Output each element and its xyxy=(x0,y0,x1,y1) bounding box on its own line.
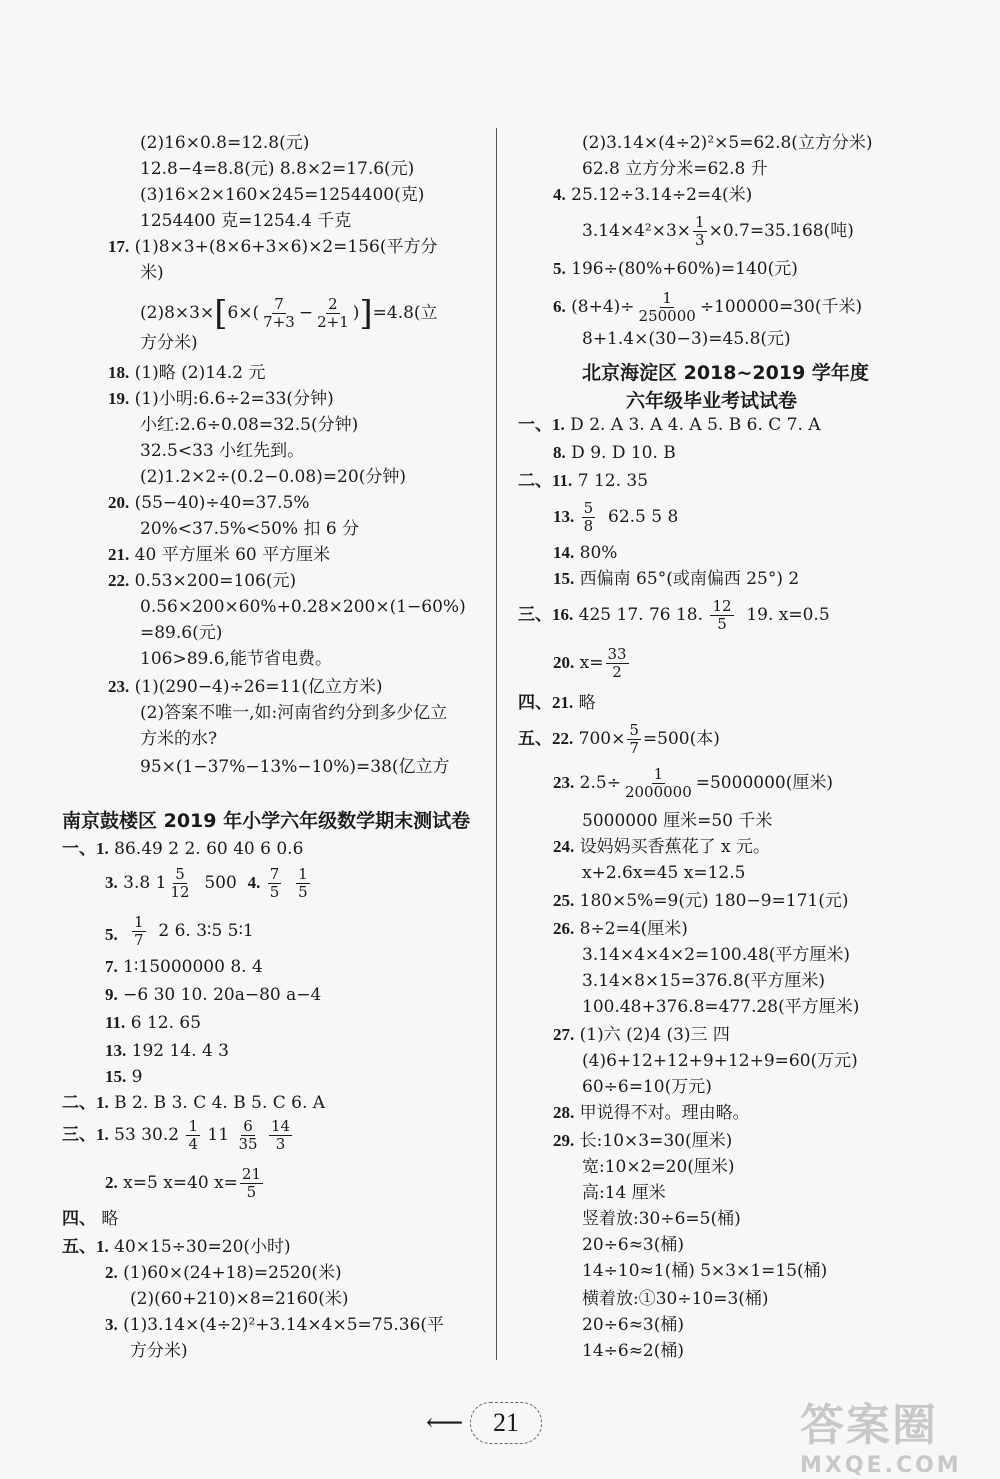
answer-text: (1)六 (2)4 (3)三 四 xyxy=(579,1025,730,1045)
right-line xyxy=(518,470,648,492)
left-line xyxy=(108,676,383,698)
q3-line: 3. 3.8 1 $\frac{5}{12}$ 500 4. $\frac{7}{5}$ $\frac{1}{5}$ xyxy=(105,865,308,901)
right-line xyxy=(582,1288,769,1310)
left-line xyxy=(108,570,296,592)
right-line xyxy=(553,1102,750,1124)
answer-text: 12.8−4=8.8(元) 8.8×2=17.6(元) xyxy=(140,159,415,179)
answer-text: 20÷6≈3(桶) xyxy=(582,1315,685,1335)
answer-text: (1)3.14×(4÷2)²+3.14×4×5=75.36(平 xyxy=(123,1315,445,1335)
left-line xyxy=(62,1092,325,1114)
right-line xyxy=(582,1314,684,1336)
q17-part2-cont: 方分米) xyxy=(140,333,198,353)
question-number: 21. xyxy=(108,545,130,564)
right-line xyxy=(582,996,859,1018)
question-number: 15. xyxy=(105,1067,127,1086)
answer-text: 106>89.6,能节省电费。 xyxy=(140,649,332,669)
q3b-line: 三、1. 53 30.2 $\frac{1}{4}$ 11 $\frac{6}{35}$ $\frac{14}{3}$ xyxy=(62,1117,291,1153)
left-line xyxy=(62,1236,291,1258)
answer-text: (2)(60+210)×8=2160(米) xyxy=(130,1289,349,1309)
question-number: 二、1. xyxy=(62,1093,109,1112)
question-number: 27. xyxy=(553,1025,575,1044)
question-number: 7. xyxy=(105,957,118,976)
question-number: 四、21. xyxy=(518,693,574,712)
right-line xyxy=(553,1024,730,1046)
left-line xyxy=(105,1314,444,1336)
question-number: 19. xyxy=(108,389,130,408)
answer-text: 14÷10≈1(桶) 5×3×1=15(桶) xyxy=(582,1261,828,1281)
answer-text: 14÷6≈2(桶) xyxy=(582,1341,685,1361)
answer-text: 8+1.4×(30−3)=45.8(元) xyxy=(582,329,791,349)
left-line xyxy=(108,492,310,514)
answer-text: 8÷2=4(厘米) xyxy=(579,919,688,939)
answer-text: (2)答案不唯一,如:河南省约分到多少亿立 xyxy=(140,703,448,723)
left-line xyxy=(140,262,164,284)
left-line xyxy=(130,1340,188,1362)
question-number: 一、1. xyxy=(62,839,109,858)
right-line xyxy=(582,862,745,884)
answer-text: 横着放:①30÷10=3(桶) xyxy=(582,1289,769,1309)
answer-text: (55−40)÷40=37.5% xyxy=(134,493,310,513)
answer-text: 略 xyxy=(101,1209,119,1229)
left-line xyxy=(140,466,406,488)
q5-line: $\frac{1}{7}$ 2 6. 3∶5 5∶1 xyxy=(134,913,254,949)
left-line xyxy=(140,518,359,540)
answer-text: 95×(1−37%−13%−10%)=38(亿立方 xyxy=(140,757,450,777)
left-line xyxy=(108,544,330,566)
answer-text: =89.6(元) xyxy=(140,623,223,643)
r-q6-line: 6. (8+4)÷ $\frac{1}{250000}$ ÷100000=30(千米) xyxy=(553,289,863,325)
answer-text: (2)1.2×2÷(0.2−0.08)=20(分钟) xyxy=(140,467,406,487)
right-line xyxy=(582,810,772,832)
left-line xyxy=(140,414,358,436)
answer-text: 86.49 2 2. 60 40 6 0.6 xyxy=(114,839,304,859)
right-line xyxy=(553,1130,732,1152)
right-line xyxy=(553,542,617,564)
answer-text: (4)6+12+12+9+12+9=60(万元) xyxy=(582,1051,858,1071)
q17-part2: (2)8×3×[6×( $\frac{7}{7+3}$ − $\frac{2}{2+1}$ )]=4.8(立 xyxy=(140,293,438,334)
left-line xyxy=(140,728,217,750)
left-line xyxy=(140,132,309,154)
right-line xyxy=(582,1050,858,1072)
right-line xyxy=(582,944,850,966)
right-line xyxy=(553,568,799,590)
r-q23-line: 23. 2.5÷ $\frac{1}{2000000}$ =5000000(厘米) xyxy=(553,765,833,801)
right-line xyxy=(582,1260,827,1282)
question-number: 二、11. xyxy=(518,471,573,490)
left-line xyxy=(62,838,303,860)
question-number: 9. xyxy=(105,985,118,1004)
answer-text: D 2. A 3. A 4. A 5. B 6. C 7. A xyxy=(570,415,821,435)
left-section-title: 南京鼓楼区 2019 年小学六年级数学期末测试卷 xyxy=(62,810,471,832)
question-number: 5. xyxy=(105,925,118,944)
question-number: 11. xyxy=(105,1013,126,1032)
answer-text: 长:10×3=30(厘米) xyxy=(579,1131,733,1151)
answer-text: 西偏南 65°(或南偏西 25°) 2 xyxy=(579,569,800,589)
left-line xyxy=(105,1012,201,1034)
right-line xyxy=(582,158,768,180)
r-q16-line: 三、16. 425 17. 76 18. $\frac{12}{5}$ 19. x=0.5 xyxy=(518,597,830,633)
right-line xyxy=(582,1340,684,1362)
page-number: 21 xyxy=(470,1402,542,1444)
question-number: 五、1. xyxy=(62,1237,109,1256)
left-line xyxy=(105,1262,342,1284)
right-line xyxy=(582,132,873,154)
left-line xyxy=(140,210,351,232)
answer-text: 1∶15000000 8. 4 xyxy=(123,957,263,977)
answer-text: 196÷(80%+60%)=140(元) xyxy=(571,259,798,279)
answer-text: 略 xyxy=(578,693,596,713)
right-line xyxy=(553,836,770,858)
right-line xyxy=(582,1156,735,1178)
right-line xyxy=(582,970,825,992)
answer-text: 40 平方厘米 60 平方厘米 xyxy=(134,545,331,565)
answer-text: 80% xyxy=(579,543,618,563)
answer-text: 20%<37.5%<50% 扣 6 分 xyxy=(140,519,360,539)
answer-text: 9 xyxy=(131,1067,143,1087)
r-q13-line: 13. $\frac{5}{8}$ 62.5 5 8 xyxy=(553,499,679,535)
question-number: 8. xyxy=(553,443,566,462)
left-line xyxy=(130,1288,349,1310)
question-number: 四、 xyxy=(62,1209,96,1228)
answer-text: 1254400 克=1254.4 千克 xyxy=(140,211,352,231)
answer-text: (1)60×(24+18)=2520(米) xyxy=(123,1263,342,1283)
right-line xyxy=(582,1076,712,1098)
right-title-2: 六年级毕业考试试卷 xyxy=(626,390,798,412)
left-line xyxy=(140,440,304,462)
left-line xyxy=(105,1066,142,1088)
right-line xyxy=(582,328,791,350)
right-line xyxy=(553,918,688,940)
question-number: 18. xyxy=(108,363,130,382)
right-line xyxy=(553,258,798,280)
answer-text: 高:14 厘米 xyxy=(582,1183,666,1203)
answer-text: 6 12. 65 xyxy=(130,1013,202,1033)
answer-text: −6 30 10. 20a−80 a−4 xyxy=(123,985,322,1005)
right-line xyxy=(553,890,849,912)
answer-text: 竖着放:30÷6=5(桶) xyxy=(582,1209,741,1229)
question-number: 一、1. xyxy=(518,415,565,434)
question-number: 29. xyxy=(553,1131,575,1150)
left-line xyxy=(108,236,438,258)
answer-text: 3.14×4×4×2=100.48(平方厘米) xyxy=(582,945,851,965)
answer-text: 米) xyxy=(140,263,164,283)
left-line xyxy=(108,362,265,384)
answer-text: 0.53×200=106(元) xyxy=(134,571,297,591)
answer-text: (2)3.14×(4÷2)²×5=62.8(立方分米) xyxy=(582,133,873,153)
q3c-line: 2. x=5 x=40 x= $\frac{21}{5}$ xyxy=(105,1165,261,1201)
left-line xyxy=(140,622,222,644)
right-line xyxy=(553,442,676,464)
answer-text: 192 14. 4 3 xyxy=(131,1041,229,1061)
left-line xyxy=(140,158,414,180)
question-number: 3. xyxy=(105,1315,118,1334)
answer-text: 甲说得不对。理由略。 xyxy=(579,1103,750,1123)
answer-text: 25.12÷3.14÷2=4(米) xyxy=(571,185,753,205)
question-number: 23. xyxy=(108,677,130,696)
answer-text: 设妈妈买香蕉花了 x 元。 xyxy=(579,837,771,857)
answer-text: 100.48+376.8=477.28(平方厘米) xyxy=(582,997,860,1017)
question-number: 14. xyxy=(553,543,575,562)
answer-text: 5000000 厘米=50 千米 xyxy=(582,811,773,831)
left-line xyxy=(108,388,334,410)
question-number: 26. xyxy=(553,919,575,938)
answer-text: 62.8 立方分米=62.8 升 xyxy=(582,159,768,179)
arrow-icon: ⟵ xyxy=(426,1408,464,1438)
question-number: 13. xyxy=(105,1041,127,1060)
question-number: 5. xyxy=(553,259,566,278)
answer-text: (1)8×3+(8×6+3×6)×2=156(平方分 xyxy=(134,237,438,257)
answer-text: 32.5<33 小红先到。 xyxy=(140,441,305,461)
question-number: 17. xyxy=(108,237,130,256)
left-line xyxy=(105,1040,229,1062)
watermark-logo xyxy=(800,1389,980,1478)
r-q20-line: 20. x= $\frac{33}{2}$ xyxy=(553,645,627,681)
left-line xyxy=(140,702,447,724)
watermark-cn: 答案圈 xyxy=(800,1400,938,1451)
answer-text: 3.14×8×15=376.8(平方厘米) xyxy=(582,971,825,991)
answer-text: (1)(290−4)÷26=11(亿立方米) xyxy=(134,677,383,697)
question-number: 28. xyxy=(553,1103,575,1122)
answer-text: x+2.6x=45 x=12.5 xyxy=(582,863,746,883)
answer-text: 方米的水? xyxy=(140,729,218,749)
right-title-1: 北京海淀区 2018~2019 学年度 xyxy=(582,362,869,384)
left-line xyxy=(62,1208,118,1230)
question-number: 25. xyxy=(553,891,575,910)
question-number: 4. xyxy=(553,185,566,204)
r-q22-line: 五、22. 700× $\frac{5}{7}$ =500(本) xyxy=(518,721,720,757)
answer-text: 180×5%=9(元) 180−9=171(元) xyxy=(579,891,849,911)
answer-text: D 9. D 10. B xyxy=(571,443,676,463)
question-number: 22. xyxy=(108,571,130,590)
left-line xyxy=(140,756,450,778)
left-line xyxy=(140,184,424,206)
answer-text: (1)略 (2)14.2 元 xyxy=(134,363,266,383)
column-divider xyxy=(496,128,497,1360)
left-line xyxy=(140,648,332,670)
answer-text: 0.56×200×60%+0.28×200×(1−60%) xyxy=(140,597,466,617)
left-line xyxy=(105,956,263,978)
question-number: 24. xyxy=(553,837,575,856)
left-line xyxy=(105,984,321,1006)
answer-text: 小红:2.6÷0.08=32.5(分钟) xyxy=(140,415,359,435)
right-line xyxy=(582,1234,684,1256)
right-line xyxy=(553,184,752,206)
answer-text: 宽:10×2=20(厘米) xyxy=(582,1157,735,1177)
answer-text: 20÷6≈3(桶) xyxy=(582,1235,685,1255)
r-q3-line: 3.14×4²×3× $\frac{1}{3}$ ×0.7=35.168(吨) xyxy=(582,213,854,249)
question-number: 2. xyxy=(105,1263,118,1282)
question-number: 20. xyxy=(108,493,130,512)
left-line xyxy=(105,924,118,946)
right-line xyxy=(518,692,596,714)
question-number: 15. xyxy=(553,569,575,588)
answer-text: (3)16×2×160×245=1254400(克) xyxy=(140,185,425,205)
right-line xyxy=(582,1208,741,1230)
answer-text: (2)16×0.8=12.8(元) xyxy=(140,133,310,153)
watermark-en: MXQE.COM xyxy=(800,1453,962,1478)
answer-text: (1)小明:6.6÷2=33(分钟) xyxy=(134,389,334,409)
answer-text: 方分米) xyxy=(130,1341,188,1361)
answer-text: B 2. B 3. C 4. B 5. C 6. A xyxy=(114,1093,326,1113)
right-line xyxy=(518,414,821,436)
answer-text: 60÷6=10(万元) xyxy=(582,1077,712,1097)
left-line xyxy=(140,596,466,618)
answer-text: 40×15÷30=20(小时) xyxy=(114,1237,291,1257)
answer-text: 7 12. 35 xyxy=(577,471,649,491)
right-line xyxy=(582,1182,666,1204)
